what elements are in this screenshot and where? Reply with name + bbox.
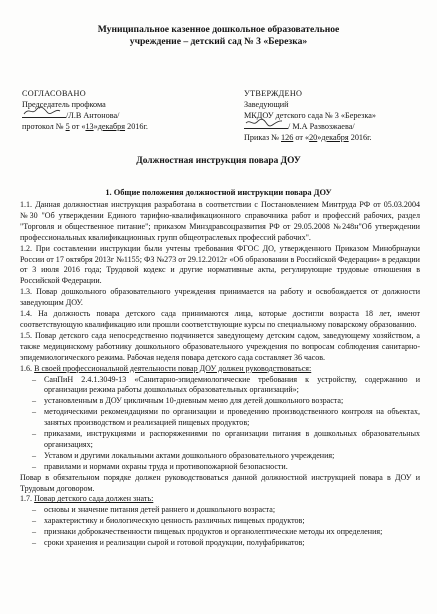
approved-signature-line [244,121,376,132]
agreed-heading: СОГЛАСОВАНО [22,89,86,98]
protocol-year: 2016г. [125,122,148,131]
protocol-month: декабря [97,122,126,131]
paragraph-1-1: 1.1. Данная должностная инструкция разработана в соответствии с Постановлением Минтруда РФ от 05.03.2004 №30 "Об утверждении Единого тарифно-квалификационного справочника работ и профессий рабочих, раздел "Торговля и общественное питание"; приказом Минздравсоцразвития РФ от 29.05.2008 №248н"Об утверждении профессиональных квалификационных групп общеотраслевых профессий рабочих". [20,200,420,242]
order-year: 2016г. [348,133,372,142]
approval-block-approved [244,88,376,143]
paragraph-1-6 [20,364,420,375]
list-item: – методическими рекомендациями по организации и проведению производственного контроля на объектах, занятых производством и реализацией пищевых продуктов; [20,407,420,429]
protocol-number: 5 [65,122,70,131]
guided-by-list [20,375,420,473]
signature-squiggle-icon [23,106,61,116]
document-body [20,200,420,549]
approval-block-agreed [22,88,148,132]
agreed-protocol [22,121,148,132]
protocol-day: 13 [85,122,94,131]
protocol-from: от « [69,122,86,131]
list-item: – приказами, инструкциями и распоряжениями по организации питания в дошкольных образовательных организациях; [20,429,420,451]
organization-name-line-2: учреждение – детский сад № 3 «Березка» [129,36,308,47]
signature-mark [244,123,288,129]
section-title: 1. Общие положения должностной инструкции повара ДОУ [105,188,332,197]
approved-heading: УТВЕРЖДЕНО [244,89,303,98]
list-item: – правилами и нормами охраны труда и противопожарной безопасности. [20,462,420,473]
paragraph-1-3: 1.3. Повар дошкольного образовательного учреждения принимается на работу и освобождается от должности заведующим ДОУ. [20,287,420,308]
must-know-list [20,505,420,549]
agreed-signature-line [22,110,148,121]
signature-squiggle-icon [245,117,283,127]
order-prefix: Приказ № [244,133,282,142]
paragraph-text: Повар детского сада должен знать: [34,494,154,504]
paragraph-1-5: 1.5. Повар детского сада непосредственно подчиняется заведующему детским садом, заведующему хозяйством, а также медицинскому работнику дошкольного образовательного учреждения по вопросам соблюдения санитарно-эпидемиологического режима. Рабочая неделя повара детского сада составляет 36 часов. [20,330,420,362]
paragraph-1-7 [20,494,420,505]
paragraph-text: В своей профессиональной деятельности повар ДОУ должен руководствоваться: [34,363,312,373]
order-day: 20 [309,133,318,142]
approved-order [244,132,376,143]
order-from: от « [293,133,310,142]
agreed-name: /Л.В Антонова/ [66,111,120,120]
approved-name: / М.А Развозжаева/ [288,122,355,131]
paragraph-1-2: 1.2. При составлении инструкции были учтены требования ФГОС ДО, утвержденного Приказом Минобрнауки России от 17 октября 2013г №1155; ФЗ №273 от 29.12.2012г «Об образовании в Российской Федерации» в редакции от 3 июля 2016 года; Трудовой кодекс и другие нормативные акты, регулирующие трудовые отношения в Российской Федерации. [20,243,420,286]
paragraph-number: 1.7. [20,494,35,504]
list-item: – Уставом и другими локальными актами дошкольного образовательного учреждения; [20,451,420,462]
paragraph-1-4: 1.4. На должность повара детского сада принимаются лица, которые достигли возраста 18 лет, имеют соответствующую квалификацию или прошли соответствующие курсы по специальному поварскому образованию. [20,309,420,329]
order-month: декабря [321,133,349,142]
protocol-quote: » [93,122,98,131]
paragraph-familiar: Повар в обязательном порядке должен руководствоваться данной должностной инструкцией повара в ДОУ и Трудовым договором. [20,472,420,493]
paragraph-number: 1.6. [20,363,35,373]
list-item: – признаки доброкачественности пищевых продуктов и органолептические методы их определения; [20,527,420,538]
list-item: – сроки хранения и реализации сырой и готовой продукции, полуфабрикатов; [20,538,420,549]
list-item: – СанПиН 2.4.1.3049-13 «Санитарно-эпидемиологические требования к устройству, содержанию и организации режима работы дошкольных образовательных организаций»; [20,375,420,397]
list-item: – характеристику и биологическую ценность различных пищевых продуктов; [20,516,420,527]
list-item: – установленным в ДОУ цикличным 10-дневным меню для детей дошкольного возраста; [20,396,420,407]
approved-role: Заведующий [244,100,289,109]
order-number: 126 [281,133,294,142]
agreed-role: Председатель профкома [22,100,106,109]
organization-name-line-1: Муниципальное казенное дошкольное образовательное [97,24,340,35]
list-item: – основы и значение питания детей раннего и дошкольного возраста; [20,505,420,516]
approved-org: МКДОУ детского сада № 3 «Березка» [244,111,376,120]
protocol-prefix: протокол № [22,122,66,131]
signature-mark [22,112,66,118]
document-title: Должностная инструкция повара ДОУ [136,156,301,166]
order-quote: » [317,133,322,142]
